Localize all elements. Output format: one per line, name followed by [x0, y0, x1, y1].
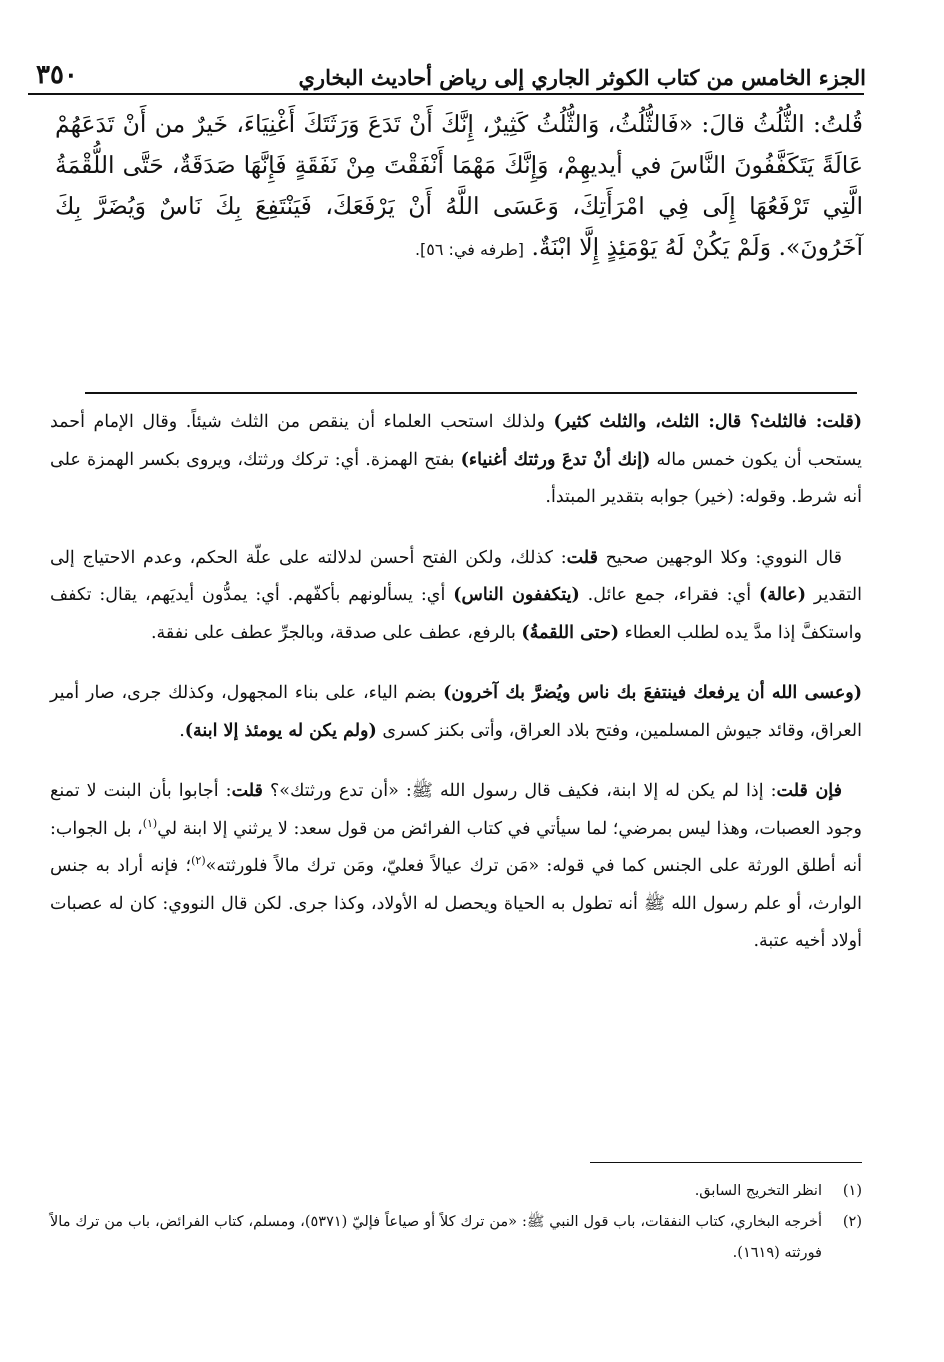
commentary-paragraph [50, 540, 862, 653]
commentary [50, 404, 862, 984]
footnote [50, 1176, 862, 1207]
quoted-phrase: قلت [566, 547, 598, 568]
quoted-phrase: (حتى اللقمةُ) [521, 622, 620, 643]
commentary-text: أي: فقراء، جمع عائل. [579, 585, 759, 605]
header-divider [28, 93, 864, 95]
footnotes [50, 1176, 862, 1269]
footnote-text: انظر التخريج السابق. [694, 1183, 822, 1199]
hadith-cross-reference: [طرفه في: ٥٦]. [414, 240, 525, 259]
quoted-phrase: (ولم يكن له يومئذ إلا ابنة) [184, 720, 377, 741]
quoted-phrase: فإن قلت [776, 781, 842, 801]
section-divider [85, 392, 857, 394]
commentary-paragraph [50, 404, 862, 517]
footnote-number: (١) [842, 1183, 862, 1199]
commentary-text: ؛ فإنه أراد به جنس الوارث، أو علم رسول الله ﷺ أنه تطول به الحياة ويحصل له الأولاد، وكذا جرى. لكن قال النووي: كان له عصبات أولاد أخيه عتبة. [50, 856, 862, 951]
page-number: ٣٥٠ [36, 60, 78, 90]
footnote-text: أخرجه البخاري، كتاب النفقات، باب قول النبي ﷺ: «من ترك كلاً أو صياعاً فإليّ (٥٣٧١)، ومسلم، كتاب الفرائض، باب من ترك مالاً فورثته (١٦١٩). [50, 1214, 822, 1261]
footnote-ref[interactable]: (١) [142, 816, 158, 830]
commentary-text: بفتح الهمزة. أي: تركك ورثتك، ويروى بكسر الهمزة على أنه شرط. وقوله: (خير) جوابه بتقدير المبتدأ. [50, 449, 862, 507]
footnote-number: (٢) [842, 1214, 862, 1230]
commentary-paragraph [50, 675, 862, 750]
quoted-phrase: (إنك أنْ تدعَ ورثتك أغنياء) [460, 449, 651, 470]
page-header [36, 50, 866, 90]
commentary-text: : إذا لم يكن له إلا ابنة، فكيف قال رسول الله ﷺ: «أن تدع ورثتك»؟ [262, 781, 777, 801]
commentary-text: بالرفع، عطف على صدقة، وبالجرِّ عطف على نفقة. [150, 622, 522, 643]
commentary-text: ولذلك استحب العلماء أن ينقص من الثلث شيئاً. وقال الإمام أحمد يستحب أن يكون خمس ماله [50, 412, 862, 470]
commentary-text: : كذلك، ولكن الفتح أحسن لدلالته على علّة الحكم، وعدم الاحتياج إلى التقدير [50, 547, 862, 605]
commentary-text: أي: يسألونهم بأكفّهم. أي: يمدُّون أيديَهم، يقال: تكفف واستكفَّ إذا مدَّ يده لطلب العطاء [50, 585, 862, 643]
footnote [50, 1207, 862, 1269]
hadith-text [55, 104, 863, 270]
running-title: الجزء الخامس من كتاب الكوثر الجاري إلى رياض أحاديث البخاري [298, 65, 866, 90]
hadith-body: قُلتُ: الثُّلُثُ قالَ: «فَالثُّلُثُ، وَالثُّلُثُ كَثِيرٌ، إِنَّكَ أَنْ تَدَعَ وَرَثَتَكَ أَغْنِيَاءَ، خَيرٌ من أَنْ تَدَعَهُمْ عَالَةً يَتَكَفَّفُونَ النَّاسَ في أيديهِمْ، وَإِنَّكَ مَهْمَا أَنْفَقْتَ مِنْ نَفَقَةٍ فَإِنَّهَا صَدَقَةٌ، حَتَّى اللُّقْمَةُ الَّتِي تَرْفَعُهَا إِلَى فِي امْرَأَتِكَ، وَعَسَى اللَّهُ أَنْ يَرْفَعَكَ، فَيَنْتَفِعَ بِكَ نَاسٌ وَيُضَرَّ بِكَ آخَرُونَ». وَلَمْ يَكُنْ لَهُ يَوْمَئِذٍ إِلَّا ابْنَةٌ. [55, 110, 863, 261]
quoted-phrase: (عالة) [758, 585, 807, 605]
footnote-ref[interactable]: (٢) [191, 854, 206, 868]
quoted-phrase: (يتكففون الناس) [453, 585, 580, 605]
commentary-text: . [179, 720, 185, 741]
commentary-text: : أجابوا بأن البنت لا تمنع وجود العصبات، وهذا ليس بمرضي؛ لما سيأتي في كتاب الفرائض من قول سعد: لا يرثني إلا ابنة لي [50, 781, 862, 839]
quoted-phrase: (قلت: فالثلث؟ قال: الثلث، والثلث كثير) [553, 412, 862, 432]
quoted-phrase: (وعسى الله أن يرفعك فينتفعَ بك ناس ويُضرَّ بك آخرون) [443, 683, 862, 703]
commentary-paragraph [50, 773, 862, 961]
commentary-text: ، بل الجواب: أنه أطلق الورثة على الجنس كما في قوله: «مَن ترك عيالاً فعليّ، ومَن ترك مالاً فلورثته» [50, 818, 862, 876]
footnote-divider [590, 1162, 862, 1163]
commentary-text: قال النووي: وكلا الوجهين صحيح [597, 547, 843, 568]
quoted-phrase: قلت [231, 781, 263, 801]
commentary-text: بضم الياء، على بناء المجهول، وكذلك جرى، صار أمير العراق، وقائد جيوش المسلمين، وفتح بلاد العراق، وأتى بكنز كسرى [50, 683, 862, 741]
